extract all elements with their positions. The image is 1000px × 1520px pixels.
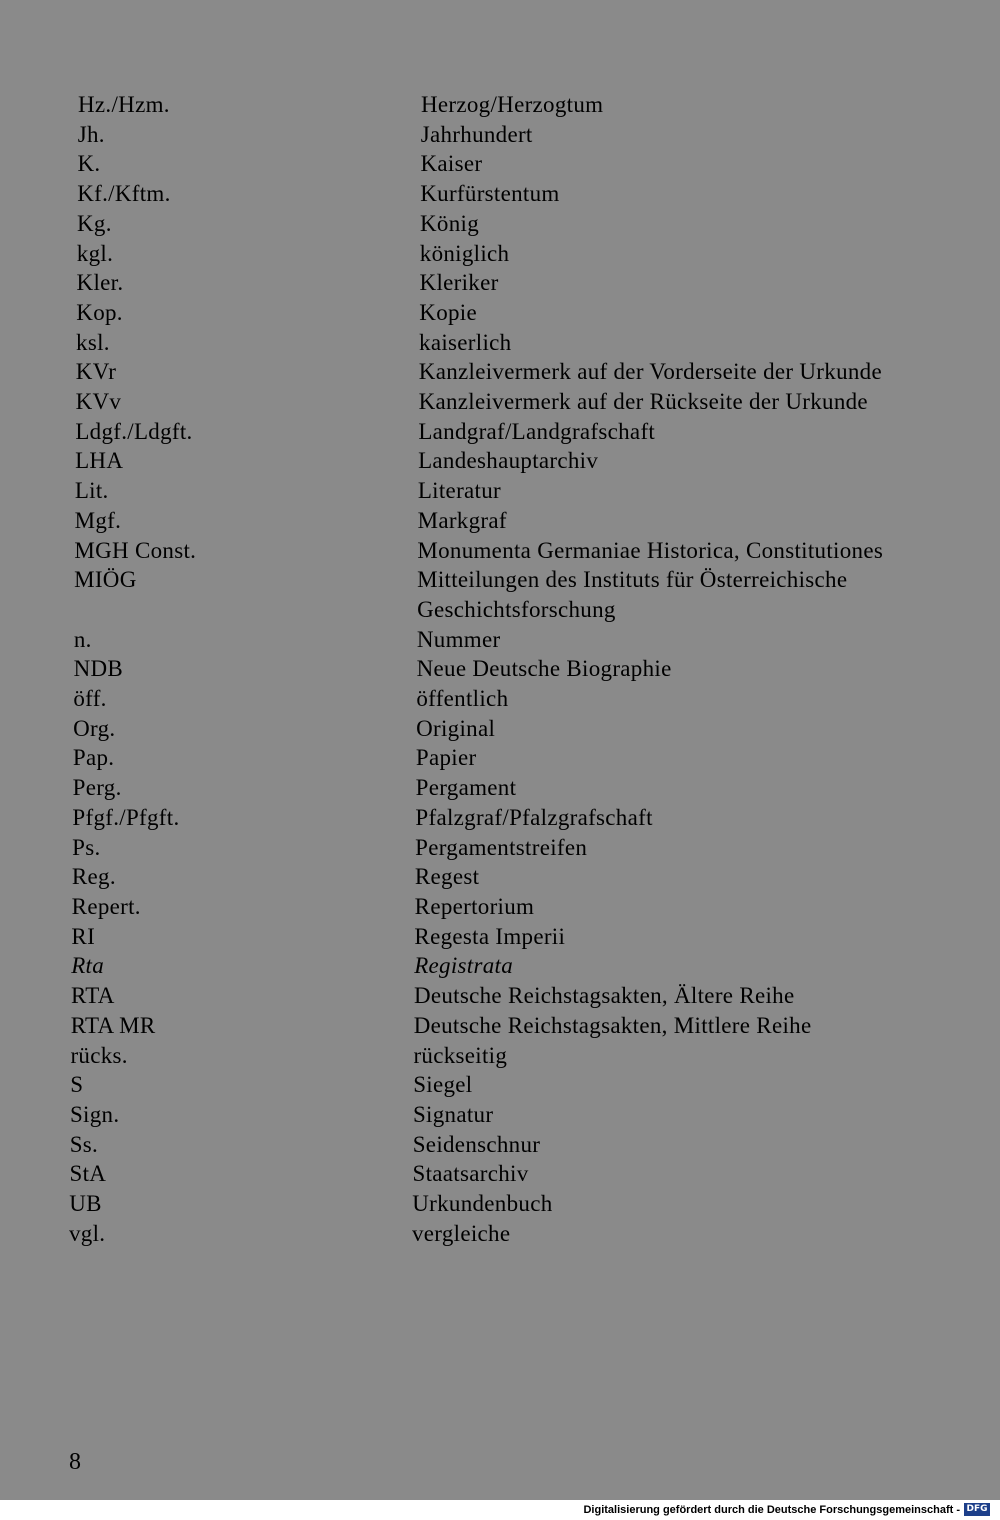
- abbreviation-definition: Literatur: [417, 478, 501, 504]
- abbreviation-term: RTA MR: [70, 1012, 156, 1038]
- list-item: [0, 179, 1000, 209]
- abbreviation-term: Lit.: [74, 478, 109, 504]
- abbreviation-definition: Herzog/Herzogtum: [421, 92, 604, 117]
- abbreviation-term: Pap.: [72, 745, 115, 771]
- abbreviation-term: RTA: [70, 983, 115, 1009]
- abbreviation-term: Rta: [71, 953, 105, 979]
- abbreviation-definition: Nummer: [416, 626, 501, 652]
- abbreviation-definition: König: [420, 210, 480, 236]
- abbreviation-term: Kg.: [77, 210, 112, 236]
- abbreviation-definition: Pergamentstreifen: [415, 834, 588, 860]
- abbreviation-definition: Jahrhundert: [420, 121, 533, 147]
- list-item: [0, 625, 1000, 655]
- abbreviation-term: kgl.: [76, 240, 114, 266]
- abbreviation-term: LHA: [75, 448, 124, 474]
- list-item: [0, 417, 1000, 447]
- list-item: [0, 1189, 1000, 1219]
- list-item: [0, 833, 1000, 863]
- list-item: [0, 357, 1000, 387]
- abbreviation-term: K.: [77, 151, 101, 177]
- list-item: [0, 1011, 1000, 1041]
- list-item: [0, 209, 1000, 239]
- abbreviation-term: Ldgf./Ldgft.: [75, 418, 193, 444]
- list-item: [0, 328, 1000, 358]
- abbreviation-term: ksl.: [76, 329, 110, 355]
- list-item: [0, 1159, 1000, 1189]
- list-item: [0, 892, 1000, 922]
- list-item: [0, 476, 1000, 506]
- list-item: [0, 951, 1000, 981]
- list-item: [0, 298, 1000, 328]
- abbreviation-definition: Registrata: [414, 953, 514, 979]
- abbreviation-term: rücks.: [70, 1042, 128, 1068]
- abbreviation-definition: Siegel: [413, 1072, 473, 1098]
- abbreviation-definition: königlich: [419, 240, 510, 266]
- list-item: [0, 239, 1000, 269]
- abbreviation-definition: Kanzleivermerk auf der Rückseite der Urkunde: [418, 389, 868, 415]
- list-item: [0, 120, 1000, 150]
- list-item: [0, 981, 1000, 1011]
- list-item: [0, 565, 1000, 624]
- list-item: [0, 862, 1000, 892]
- abbreviation-definition: Landgraf/Landgrafschaft: [418, 418, 656, 444]
- abbreviation-definition: Monumenta Germaniae Historica, Constitutiones: [417, 537, 884, 563]
- abbreviation-definition: Deutsche Reichstagsakten, Ältere Reihe: [413, 983, 795, 1009]
- abbreviation-term: S: [70, 1072, 84, 1098]
- abbreviation-term: Jh.: [77, 121, 105, 147]
- digitization-footer: [0, 1500, 1000, 1520]
- abbreviation-definition: Papier: [415, 745, 477, 771]
- list-item: [0, 149, 1000, 179]
- abbreviation-definition: vergleiche: [412, 1220, 511, 1246]
- abbreviation-definition: Repertorium: [414, 893, 535, 919]
- abbreviation-definition: Kaiser: [420, 151, 483, 177]
- abbreviation-definition: Mitteilungen des Instituts für Österreichische Geschichtsforschung: [417, 567, 848, 622]
- list-item: [0, 268, 1000, 298]
- list-item: [0, 446, 1000, 476]
- abbreviation-term: Kler.: [76, 270, 124, 296]
- abbreviation-term: Org.: [73, 715, 116, 741]
- abbreviation-definition: Kopie: [419, 299, 478, 325]
- abbreviation-term: KVv: [75, 389, 122, 415]
- abbreviation-term: vgl.: [69, 1220, 106, 1246]
- abbreviation-term: Mgf.: [74, 507, 122, 533]
- abbreviation-definition: rückseitig: [413, 1042, 508, 1068]
- abbreviation-term: Sign.: [69, 1101, 120, 1127]
- abbreviation-definition: Kleriker: [419, 270, 499, 296]
- abbreviation-definition: Regest: [414, 864, 480, 890]
- list-item: [0, 1219, 1000, 1249]
- page-number: 8: [69, 1449, 81, 1475]
- abbreviation-term: NDB: [73, 656, 124, 682]
- abbreviation-term: Kop.: [76, 299, 123, 325]
- abbreviation-definition: Signatur: [412, 1101, 494, 1127]
- list-item: [0, 387, 1000, 417]
- abbreviation-definition: Original: [416, 715, 496, 741]
- list-item: [0, 90, 1000, 120]
- list-item: [0, 1100, 1000, 1130]
- abbreviation-term: n.: [73, 626, 92, 652]
- abbreviation-definition: Staatsarchiv: [412, 1161, 529, 1187]
- list-item: [0, 1041, 1000, 1071]
- list-item: [0, 803, 1000, 833]
- abbreviation-term: Perg.: [72, 775, 122, 801]
- abbreviation-term: Pfgf./Pfgft.: [72, 804, 180, 830]
- dfg-logo-icon: DFG: [964, 1503, 990, 1516]
- abbreviation-definition: öffentlich: [416, 686, 509, 712]
- abbreviation-term: MIÖG: [74, 567, 137, 593]
- list-item: [0, 654, 1000, 684]
- footer-credit-text: Digitalisierung gefördert durch die Deutsche Forschungsgemeinschaft -: [583, 1504, 960, 1516]
- abbreviation-term: RI: [71, 923, 96, 949]
- abbreviation-term: öff.: [73, 686, 107, 712]
- abbreviation-definition: Landeshauptarchiv: [418, 448, 599, 474]
- list-item: [0, 922, 1000, 952]
- abbreviation-definition: Urkundenbuch: [412, 1191, 553, 1217]
- abbreviation-term: Hz./Hzm.: [78, 92, 170, 117]
- abbreviation-definition: Neue Deutsche Biographie: [416, 656, 672, 682]
- abbreviation-term: StA: [69, 1161, 107, 1187]
- abbreviation-definition: Markgraf: [417, 507, 507, 533]
- abbreviation-term: Reg.: [71, 864, 116, 890]
- abbreviation-definition: Kanzleivermerk auf der Vorderseite der Urkunde: [418, 359, 882, 385]
- list-item: [0, 536, 1000, 566]
- list-item: [0, 1130, 1000, 1160]
- abbreviation-term: MGH Const.: [74, 537, 197, 563]
- abbreviation-term: Repert.: [71, 893, 141, 919]
- abbreviation-term: UB: [69, 1191, 102, 1217]
- list-item: [0, 714, 1000, 744]
- abbreviation-term: Kf./Kftm.: [77, 181, 171, 207]
- abbreviation-definition: Seidenschnur: [412, 1131, 541, 1157]
- list-item: [0, 743, 1000, 773]
- list-item: [0, 506, 1000, 536]
- abbreviation-definition: kaiserlich: [419, 329, 512, 355]
- abbreviation-term: Ss.: [69, 1131, 99, 1157]
- abbreviation-definition: Pergament: [415, 775, 517, 801]
- list-item: [0, 773, 1000, 803]
- abbreviation-definition: Pfalzgraf/Pfalzgrafschaft: [415, 804, 653, 830]
- list-item: [0, 1070, 1000, 1100]
- abbreviation-list: [0, 90, 1000, 1248]
- abbreviation-term: KVr: [75, 359, 117, 385]
- list-item: [0, 684, 1000, 714]
- abbreviation-definition: Kurfürstentum: [420, 181, 560, 207]
- abbreviation-definition: Regesta Imperii: [414, 923, 566, 949]
- abbreviation-definition: Deutsche Reichstagsakten, Mittlere Reihe: [413, 1012, 812, 1038]
- abbreviation-term: Ps.: [72, 834, 101, 860]
